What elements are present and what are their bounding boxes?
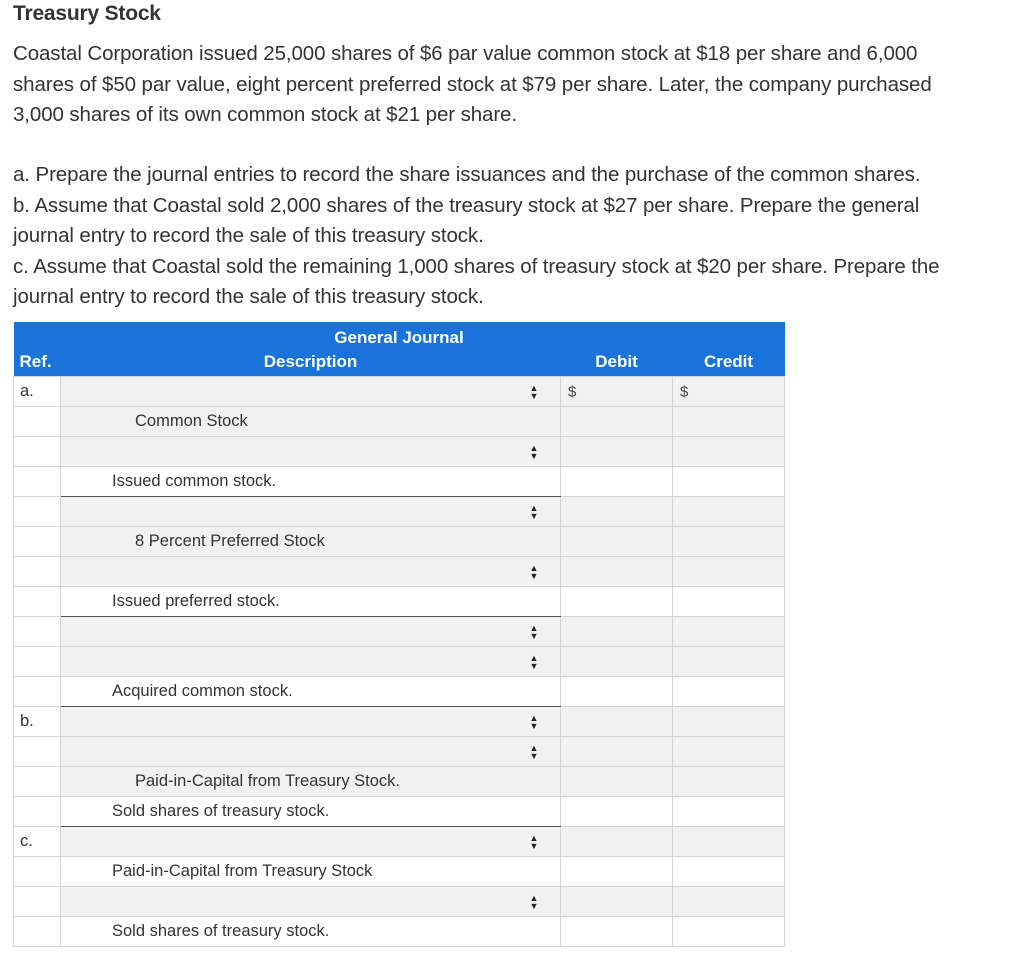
journal-row bbox=[14, 797, 785, 827]
account-label: Paid-in-Capital from Treasury Stock. bbox=[135, 772, 401, 790]
credit-input[interactable] bbox=[673, 737, 785, 767]
credit-column-header: Credit bbox=[673, 348, 785, 377]
credit-account-field[interactable] bbox=[61, 407, 561, 437]
problem-line: Coastal Corporation issued 25,000 shares of $6 par value common stock at $18 per share and 6,000 bbox=[13, 42, 918, 65]
ref-cell bbox=[14, 857, 61, 887]
credit-input[interactable] bbox=[673, 827, 785, 857]
select-arrows-icon[interactable]: ▲ ▼ bbox=[529, 832, 539, 851]
credit-input[interactable] bbox=[673, 437, 785, 467]
page-title: Treasury Stock bbox=[13, 2, 161, 25]
account-select[interactable] bbox=[61, 887, 561, 917]
ref-cell bbox=[14, 767, 61, 797]
debit-input[interactable] bbox=[561, 377, 673, 407]
explanation-field[interactable] bbox=[61, 677, 561, 707]
credit-input[interactable] bbox=[673, 407, 785, 437]
debit-input[interactable] bbox=[561, 587, 673, 617]
journal-body bbox=[14, 377, 785, 947]
dollar-sign: $ bbox=[680, 383, 689, 400]
journal-row bbox=[14, 437, 785, 467]
debit-input[interactable] bbox=[561, 527, 673, 557]
explanation-field[interactable] bbox=[61, 587, 561, 617]
problem-line: 3,000 shares of its own common stock at $21 per share. bbox=[13, 103, 517, 126]
debit-input[interactable] bbox=[561, 887, 673, 917]
journal-row bbox=[14, 677, 785, 707]
account-select[interactable] bbox=[61, 437, 561, 467]
debit-input[interactable] bbox=[561, 497, 673, 527]
debit-input[interactable] bbox=[561, 917, 673, 947]
journal-row bbox=[14, 647, 785, 677]
debit-input[interactable] bbox=[561, 557, 673, 587]
journal-row bbox=[14, 887, 785, 917]
account-select[interactable] bbox=[61, 617, 561, 647]
problem-line: shares of $50 par value, eight percent preferred stock at $79 per share. Later, the company purchased bbox=[13, 72, 932, 96]
ref-cell bbox=[14, 737, 61, 767]
description-label: Sold shares of treasury stock. bbox=[112, 922, 330, 940]
credit-input[interactable] bbox=[673, 917, 785, 947]
journal-row bbox=[14, 497, 785, 527]
journal-row bbox=[14, 587, 785, 617]
instructions bbox=[13, 160, 1013, 313]
journal-row bbox=[14, 377, 785, 407]
debit-input[interactable] bbox=[561, 767, 673, 797]
account-select[interactable] bbox=[61, 707, 561, 737]
journal-row bbox=[14, 527, 785, 557]
credit-input[interactable] bbox=[673, 557, 785, 587]
explanation-field[interactable] bbox=[61, 467, 561, 497]
ref-cell bbox=[14, 557, 61, 587]
debit-column-header: Debit bbox=[561, 348, 673, 377]
instruction-line: journal entry to record the sale of this treasury stock. bbox=[13, 224, 484, 247]
journal-row bbox=[14, 707, 785, 737]
ref-column-header: Ref. bbox=[14, 348, 61, 377]
credit-input[interactable] bbox=[673, 467, 785, 497]
credit-input[interactable] bbox=[673, 707, 785, 737]
credit-input[interactable] bbox=[673, 377, 785, 407]
explanation-label: Acquired common stock. bbox=[112, 682, 293, 700]
select-arrows-icon[interactable]: ▲ ▼ bbox=[529, 712, 539, 731]
journal-row bbox=[14, 767, 785, 797]
credit-input[interactable] bbox=[673, 617, 785, 647]
ref-cell bbox=[14, 677, 61, 707]
debit-input[interactable] bbox=[561, 857, 673, 887]
journal-row bbox=[14, 737, 785, 767]
account-select[interactable] bbox=[61, 827, 561, 857]
debit-input[interactable] bbox=[561, 467, 673, 497]
general-journal-table bbox=[13, 322, 785, 947]
description-column-header: Description bbox=[61, 348, 561, 377]
credit-input[interactable] bbox=[673, 857, 785, 887]
ref-cell bbox=[14, 587, 61, 617]
credit-account-field[interactable] bbox=[61, 527, 561, 557]
credit-input[interactable] bbox=[673, 497, 785, 527]
journal-row bbox=[14, 827, 785, 857]
ref-cell bbox=[14, 917, 61, 947]
credit-input[interactable] bbox=[673, 797, 785, 827]
journal-row bbox=[14, 557, 785, 587]
credit-input[interactable] bbox=[673, 677, 785, 707]
select-arrows-icon[interactable]: ▲ ▼ bbox=[529, 742, 539, 761]
explanation-field[interactable] bbox=[61, 797, 561, 827]
dollar-sign: $ bbox=[568, 383, 577, 400]
select-arrows-icon[interactable]: ▲ ▼ bbox=[529, 892, 539, 911]
account-label: Common Stock bbox=[135, 412, 248, 430]
credit-input[interactable] bbox=[673, 767, 785, 797]
ref-cell: b. bbox=[14, 707, 61, 737]
journal-row bbox=[14, 917, 785, 947]
debit-input[interactable] bbox=[561, 677, 673, 707]
credit-input[interactable] bbox=[673, 647, 785, 677]
credit-account-field[interactable] bbox=[61, 767, 561, 797]
select-arrows-icon[interactable]: ▲ ▼ bbox=[529, 562, 539, 581]
select-arrows-icon[interactable]: ▲ ▼ bbox=[529, 622, 539, 641]
explanation-label: Issued common stock. bbox=[112, 472, 277, 490]
select-arrows-icon[interactable]: ▲ ▼ bbox=[529, 442, 539, 461]
description-label: Paid-in-Capital from Treasury Stock bbox=[112, 862, 373, 880]
credit-input[interactable] bbox=[673, 527, 785, 557]
debit-input[interactable] bbox=[561, 707, 673, 737]
ref-cell bbox=[14, 437, 61, 467]
journal-row bbox=[14, 857, 785, 887]
ref-cell bbox=[14, 497, 61, 527]
description-text bbox=[61, 857, 561, 887]
instruction-line: b. Assume that Coastal sold 2,000 shares of the treasury stock at $27 per share. Prepare the general bbox=[13, 193, 920, 217]
select-arrows-icon[interactable]: ▲ ▼ bbox=[529, 502, 539, 521]
journal-row bbox=[14, 407, 785, 437]
account-label: 8 Percent Preferred Stock bbox=[135, 532, 325, 550]
account-select[interactable] bbox=[61, 557, 561, 587]
credit-input[interactable] bbox=[673, 887, 785, 917]
ref-cell bbox=[14, 407, 61, 437]
account-select[interactable] bbox=[61, 737, 561, 767]
debit-input[interactable] bbox=[561, 647, 673, 677]
select-arrows-icon[interactable]: ▲ ▼ bbox=[529, 652, 539, 671]
debit-input[interactable] bbox=[561, 737, 673, 767]
ref-cell bbox=[14, 467, 61, 497]
journal-row bbox=[14, 467, 785, 497]
debit-input[interactable] bbox=[561, 437, 673, 467]
journal-caption: General Journal bbox=[14, 322, 785, 348]
problem-statement bbox=[13, 39, 1013, 131]
ref-cell bbox=[14, 527, 61, 557]
ref-cell bbox=[14, 617, 61, 647]
instruction-line: journal entry to record the sale of this treasury stock. bbox=[13, 285, 484, 308]
account-select[interactable] bbox=[61, 647, 561, 677]
ref-cell: c. bbox=[14, 827, 61, 857]
ref-cell bbox=[14, 647, 61, 677]
debit-input[interactable] bbox=[561, 617, 673, 647]
ref-cell bbox=[14, 797, 61, 827]
select-arrows-icon[interactable]: ▲ ▼ bbox=[529, 382, 539, 401]
account-select[interactable] bbox=[61, 497, 561, 527]
ref-cell bbox=[14, 887, 61, 917]
explanation-label: Issued preferred stock. bbox=[112, 592, 280, 610]
credit-input[interactable] bbox=[673, 587, 785, 617]
debit-input[interactable] bbox=[561, 407, 673, 437]
instruction-line: c. Assume that Coastal sold the remaining 1,000 shares of treasury stock at $20 per share. Prepare the bbox=[13, 254, 940, 278]
journal-row bbox=[14, 617, 785, 647]
debit-input[interactable] bbox=[561, 797, 673, 827]
ref-cell: a. bbox=[14, 377, 61, 407]
account-select[interactable] bbox=[61, 377, 561, 407]
instruction-line: a. Prepare the journal entries to record the share issuances and the purchase of the common shares. bbox=[13, 163, 921, 186]
explanation-label: Sold shares of treasury stock. bbox=[112, 802, 330, 820]
debit-input[interactable] bbox=[561, 827, 673, 857]
description-text bbox=[61, 917, 561, 947]
